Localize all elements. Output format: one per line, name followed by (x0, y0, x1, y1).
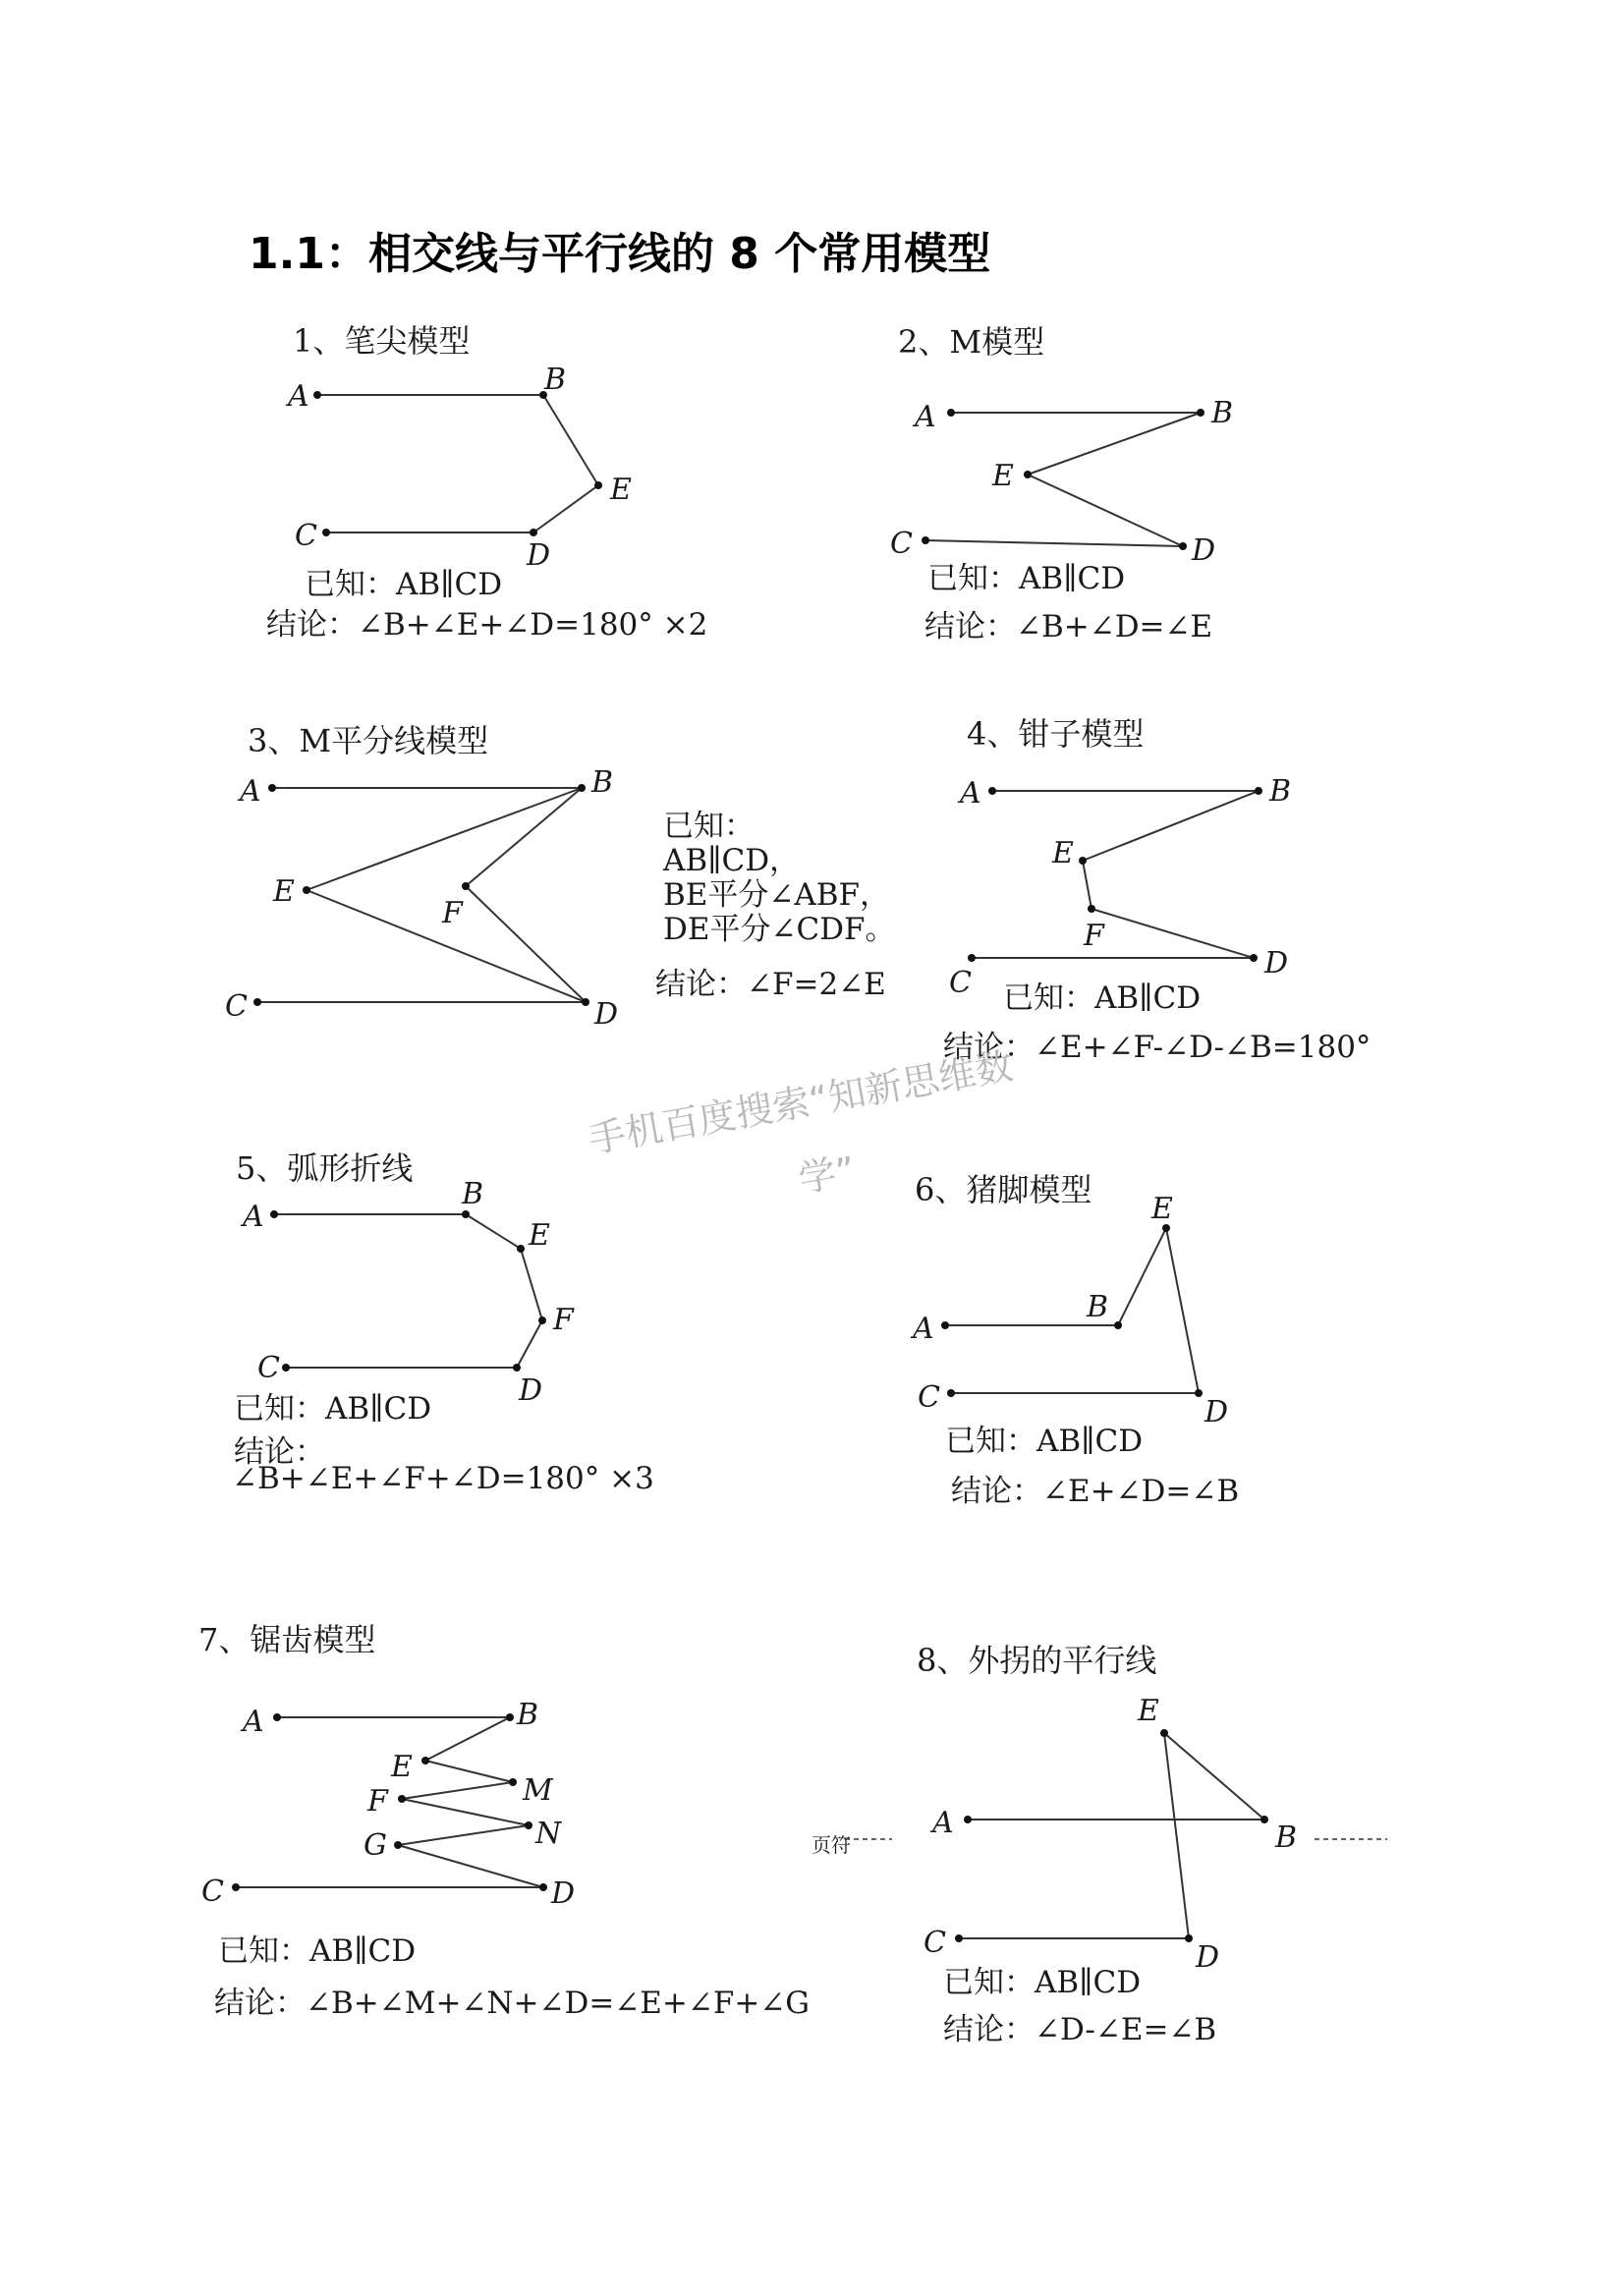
fig5-label-E: E (529, 1218, 550, 1253)
figure-8 (845, 1694, 1387, 1975)
model-4-heading: 4、钳子模型 (967, 715, 1145, 753)
model-4-given: 已知：AB∥CD (1003, 980, 1202, 1016)
fig3-label-B: B (591, 765, 614, 800)
fig1-label-E: E (610, 473, 632, 507)
fig6-label-E: E (1151, 1192, 1173, 1226)
page-break-marker: 页符 (812, 1833, 851, 1857)
fig8-label-E: E (1138, 1694, 1159, 1728)
fig8-label-A: A (932, 1806, 954, 1840)
model-4-conclusion: 结论：∠E+∠F-∠D-∠B=180° (943, 1030, 1372, 1065)
model-3-given-line-1: 已知： (663, 809, 755, 844)
fig2-label-E: E (992, 459, 1014, 493)
watermark-line-1: 手机百度搜索“知新思维数 (585, 1043, 1017, 1162)
model-3-heading: 3、M平分线模型 (248, 722, 489, 759)
fig4-label-B: B (1269, 774, 1292, 809)
fig1-label-D: D (527, 538, 551, 573)
model-2-given: 已知：AB∥CD (927, 561, 1126, 596)
model-3-given-line-3: BE平分∠ABF， (663, 877, 891, 913)
model-2-conclusion: 结论：∠B+∠D=∠E (924, 609, 1213, 644)
fig6-label-B: B (1087, 1290, 1109, 1324)
fig5-label-D: D (519, 1373, 543, 1408)
model-1-conclusion: 结论：∠B+∠E+∠D=180° ×2 (266, 607, 708, 643)
model-3-given-line-2: AB∥CD， (663, 843, 801, 878)
fig7-label-M: M (523, 1773, 553, 1808)
fig7-label-B: B (517, 1698, 539, 1732)
model-7-heading: 7、锯齿模型 (198, 1621, 376, 1658)
fig2-label-C: C (890, 527, 913, 561)
fig1-label-A: A (288, 379, 309, 414)
fig7-label-N: N (535, 1817, 562, 1851)
figure-3 (225, 765, 618, 1032)
fig7-label-A: A (243, 1705, 264, 1739)
fig5-label-A: A (243, 1200, 264, 1234)
model-8-given: 已知：AB∥CD (943, 1965, 1142, 2000)
fig3-label-C: C (225, 989, 248, 1024)
model-5-given: 已知：AB∥CD (234, 1391, 432, 1427)
figure-4 (949, 774, 1291, 1000)
fig6-label-D: D (1204, 1395, 1229, 1429)
figure-1 (285, 363, 632, 573)
fig3-label-E: E (273, 874, 295, 909)
fig7-label-D: D (551, 1876, 576, 1911)
figure-6 (910, 1192, 1228, 1429)
fig2-label-D: D (1192, 533, 1216, 568)
fig4-label-A: A (960, 776, 981, 811)
model-2-heading: 2、M模型 (898, 323, 1045, 361)
figure-2 (890, 396, 1233, 568)
watermark-line-2: 学” (795, 1148, 860, 1202)
fig7-label-G: G (364, 1828, 387, 1863)
figure-5 (240, 1177, 575, 1408)
fig4-label-C: C (949, 966, 972, 1000)
fig4-label-D: D (1264, 946, 1289, 980)
model-8-heading: 8、外拐的平行线 (917, 1642, 1157, 1679)
fig1-label-B: B (544, 363, 567, 397)
fig5-label-C: C (257, 1351, 280, 1385)
fig8-label-C: C (924, 1926, 946, 1960)
model-3-conclusion: 结论：∠F=2∠E (655, 967, 886, 1002)
fig4-label-F: F (1084, 919, 1104, 953)
fig2-label-A: A (915, 400, 936, 434)
fig1-label-C: C (295, 519, 317, 553)
fig5-label-F: F (553, 1303, 574, 1337)
fig7-label-F: F (367, 1784, 388, 1819)
figure-7 (201, 1698, 575, 1911)
model-7-given: 已知：AB∥CD (218, 1933, 417, 1969)
fig7-label-E: E (391, 1750, 413, 1784)
model-7-conclusion: 结论：∠B+∠M+∠N+∠D=∠E+∠F+∠G (214, 1986, 811, 2021)
model-5-heading: 5、弧形折线 (236, 1149, 414, 1187)
fig8-label-D: D (1196, 1940, 1220, 1975)
fig2-label-B: B (1211, 396, 1234, 430)
fig4-label-E: E (1052, 836, 1074, 870)
model-6-conclusion: 结论：∠E+∠D=∠B (951, 1474, 1240, 1509)
fig3-label-A: A (240, 774, 261, 809)
model-5-conclusion-line-2: ∠B+∠E+∠F+∠D=180° ×3 (232, 1461, 654, 1496)
model-3-given-line-4: DE平分∠CDF。 (663, 912, 896, 947)
page-title: 1.1：相交线与平行线的 8 个常用模型 (249, 229, 991, 279)
model-1-heading: 1、笔尖模型 (293, 322, 471, 360)
fig6-label-A: A (913, 1312, 934, 1346)
fig8-label-B: B (1275, 1820, 1298, 1855)
model-6-given: 已知：AB∥CD (945, 1424, 1144, 1459)
fig5-label-B: B (462, 1177, 484, 1211)
fig3-label-F: F (442, 896, 463, 930)
model-8-conclusion: 结论：∠D-∠E=∠B (943, 2012, 1217, 2047)
model-1-given: 已知：AB∥CD (305, 567, 503, 602)
model-5-conclusion-line-1: 结论： (234, 1434, 325, 1470)
fig6-label-C: C (918, 1380, 940, 1415)
model-6-heading: 6、猪脚模型 (915, 1171, 1092, 1208)
fig7-label-C: C (201, 1875, 224, 1909)
fig3-label-D: D (594, 997, 619, 1032)
